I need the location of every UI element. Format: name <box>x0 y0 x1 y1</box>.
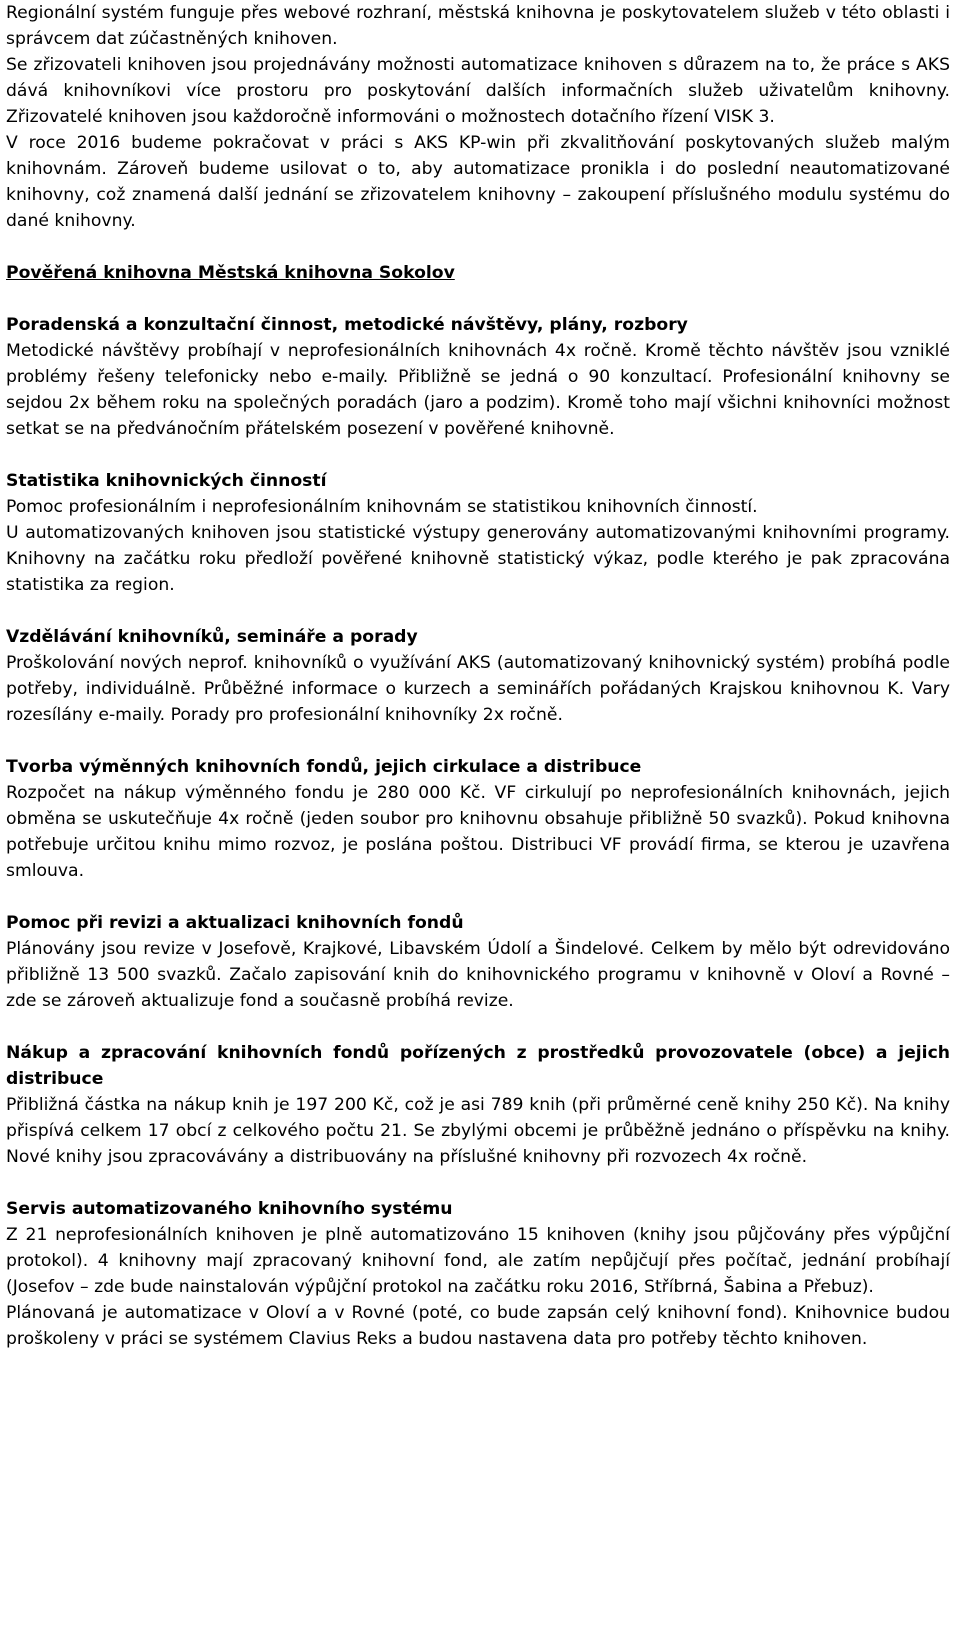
intro-paragraph-1: Regionální systém funguje přes webové rozhraní, městská knihovna je poskytovatelem služeb v této oblasti i správcem dat zúčastněných knihoven. <box>6 3 950 49</box>
library-heading: Pověřená knihovna Městská knihovna Sokolov <box>6 263 455 283</box>
intro-paragraph-3: V roce 2016 budeme pokračovat v práci s AKS KP-win při zkvalitňování poskytovaných služeb malým knihovnám. Zároveň budeme usilovat o to, aby automatizace pronikla i do poslední neautomatizované knihovny, což znamená další jednání se zřizovatelem knihovny – zakoupení příslušného modulu systému do dané knihovny. <box>6 133 950 231</box>
section-title-exchange-funds: Tvorba výměnných knihovních fondů, jejich cirkulace a distribuce <box>6 757 642 777</box>
section-title-acquisition: Nákup a zpracování knihovních fondů pořízených z prostředků provozovatele (obce) a jejich distribuce <box>6 1043 950 1089</box>
section-paragraph: Z 21 neprofesionálních knihoven je plně automatizováno 15 knihoven (knihy jsou půjčovány přes výpůjční protokol). 4 knihovny mají zpracovaný knihovní fond, ale zatím nepůjčují přes počítač, jednání probíhají (Josefov – zde bude nainstalován výpůjční protokol na začátku roku 2016, Stříbrná, Šabina a Přebuz). <box>6 1225 950 1297</box>
section-paragraph: Plánovaná je automatizace v Oloví a v Rovné (poté, co bude zapsán celý knihovní fond). Knihovnice budou proškoleny v práci se systémem Clavius Reks a budou nastavena data pro potřeby těchto knihoven. <box>6 1303 950 1349</box>
intro-paragraph-2: Se zřizovateli knihoven jsou projednávány možnosti automatizace knihoven s důrazem na to, že práce s AKS dává knihovníkovi více prostoru pro poskytování dalších informačních služeb uživatelům knihovny. Zřizovatelé knihoven jsou každoročně informováni o možnostech dotačního řízení VISK 3. <box>6 55 950 127</box>
section-paragraph: Plánovány jsou revize v Josefově, Krajkové, Libavském Údolí a Šindelové. Celkem by mělo být odrevidováno přibližně 13 500 svazků. Začalo zapisování knih do knihovnického programu v knihovně v Oloví a Rovné – zde se zároveň aktualizuje fond a současně probíhá revize. <box>6 939 950 1011</box>
section-title-statistics: Statistika knihovnických činností <box>6 471 327 491</box>
section-title-automation-service: Servis automatizovaného knihovního systému <box>6 1199 453 1219</box>
section-title-education: Vzdělávání knihovníků, semináře a porady <box>6 627 418 647</box>
section-paragraph: U automatizovaných knihoven jsou statistické výstupy generovány automatizovanými knihovními programy. Knihovny na začátku roku předloží pověřené knihovně statistický výkaz, podle kterého je pak zpracována statistika za region. <box>6 523 950 595</box>
section-title-revision: Pomoc při revizi a aktualizaci knihovních fondů <box>6 913 464 933</box>
section-paragraph: Pomoc profesionálním i neprofesionálním knihovnám se statistikou knihovních činností. <box>6 497 758 517</box>
section-paragraph: Rozpočet na nákup výměnného fondu je 280 000 Kč. VF cirkulují po neprofesionálních knihovnách, jejich obměna se uskutečňuje 4x ročně (jeden soubor pro knihovnu obsahuje přibližně 50 svazků). Pokud knihovna potřebuje určitou knihu mimo rozvoz, je poslána poštou. Distribuci VF provádí firma, se kterou je uzavřena smlouva. <box>6 783 950 881</box>
section-paragraph: Přibližná částka na nákup knih je 197 200 Kč, což je asi 789 knih (při průměrné ceně knihy 250 Kč). Na knihy přispívá celkem 17 obcí z celkového počtu 21. Se zbylými obcemi je průběžně jednáno o příspěvku na knihy. Nové knihy jsou zpracovávány a distribuovány na příslušné knihovny při rozvozech 4x ročně. <box>6 1095 950 1167</box>
section-paragraph: Metodické návštěvy probíhají v neprofesionálních knihovnách 4x ročně. Kromě těchto návštěv jsou vzniklé problémy řešeny telefonicky nebo e-maily. Přibližně se jedná o 90 konzultací. Profesionální knihovny se sejdou 2x během roku na společných poradách (jaro a podzim). Kromě toho mají všichni knihovníci možnost setkat se na předvánočním přátelském posezení v pověřené knihovně. <box>6 341 950 439</box>
section-paragraph: Proškolování nových neprof. knihovníků o využívání AKS (automatizovaný knihovnický systém) probíhá podle potřeby, individuálně. Průběžné informace o kurzech a seminářích pořádaných Krajskou knihovnou K. Vary rozesílány e-maily. Porady pro profesionální knihovníky 2x ročně. <box>6 653 950 725</box>
section-title-consulting: Poradenská a konzultační činnost, metodické návštěvy, plány, rozbory <box>6 315 688 335</box>
